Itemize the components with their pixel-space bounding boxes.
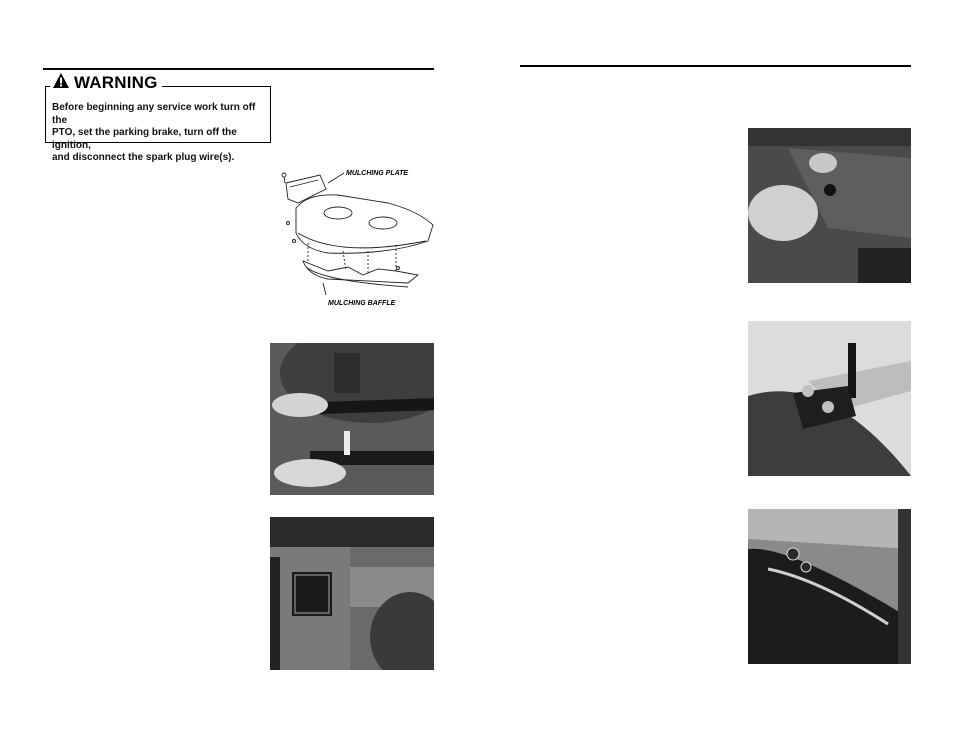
photo-blade-installation	[270, 343, 434, 495]
warning-triangle-icon	[52, 72, 70, 94]
warning-line: Before beginning any service work turn off the	[52, 102, 256, 126]
photo-installing-bolt	[748, 128, 911, 283]
photo-baffle-under-deck	[748, 509, 911, 664]
photo-bracket-bolts	[748, 321, 911, 476]
warning-title: WARNING	[74, 73, 158, 92]
right-page-header-rule	[520, 65, 911, 67]
left-page-header-rule	[43, 68, 434, 70]
mulching-kit-diagram	[268, 163, 436, 313]
warning-line: PTO, set the parking brake, turn off the ignition,	[52, 127, 237, 151]
warning-text	[52, 102, 267, 165]
label-mulching-plate: MULCHING PLATE	[346, 170, 409, 177]
label-mulching-baffle: MULCHING BAFFLE	[328, 300, 396, 307]
photo-deck-warning-label	[270, 517, 434, 670]
warning-line: and disconnect the spark plug wire(s).	[52, 152, 235, 163]
warning-header	[50, 72, 162, 94]
